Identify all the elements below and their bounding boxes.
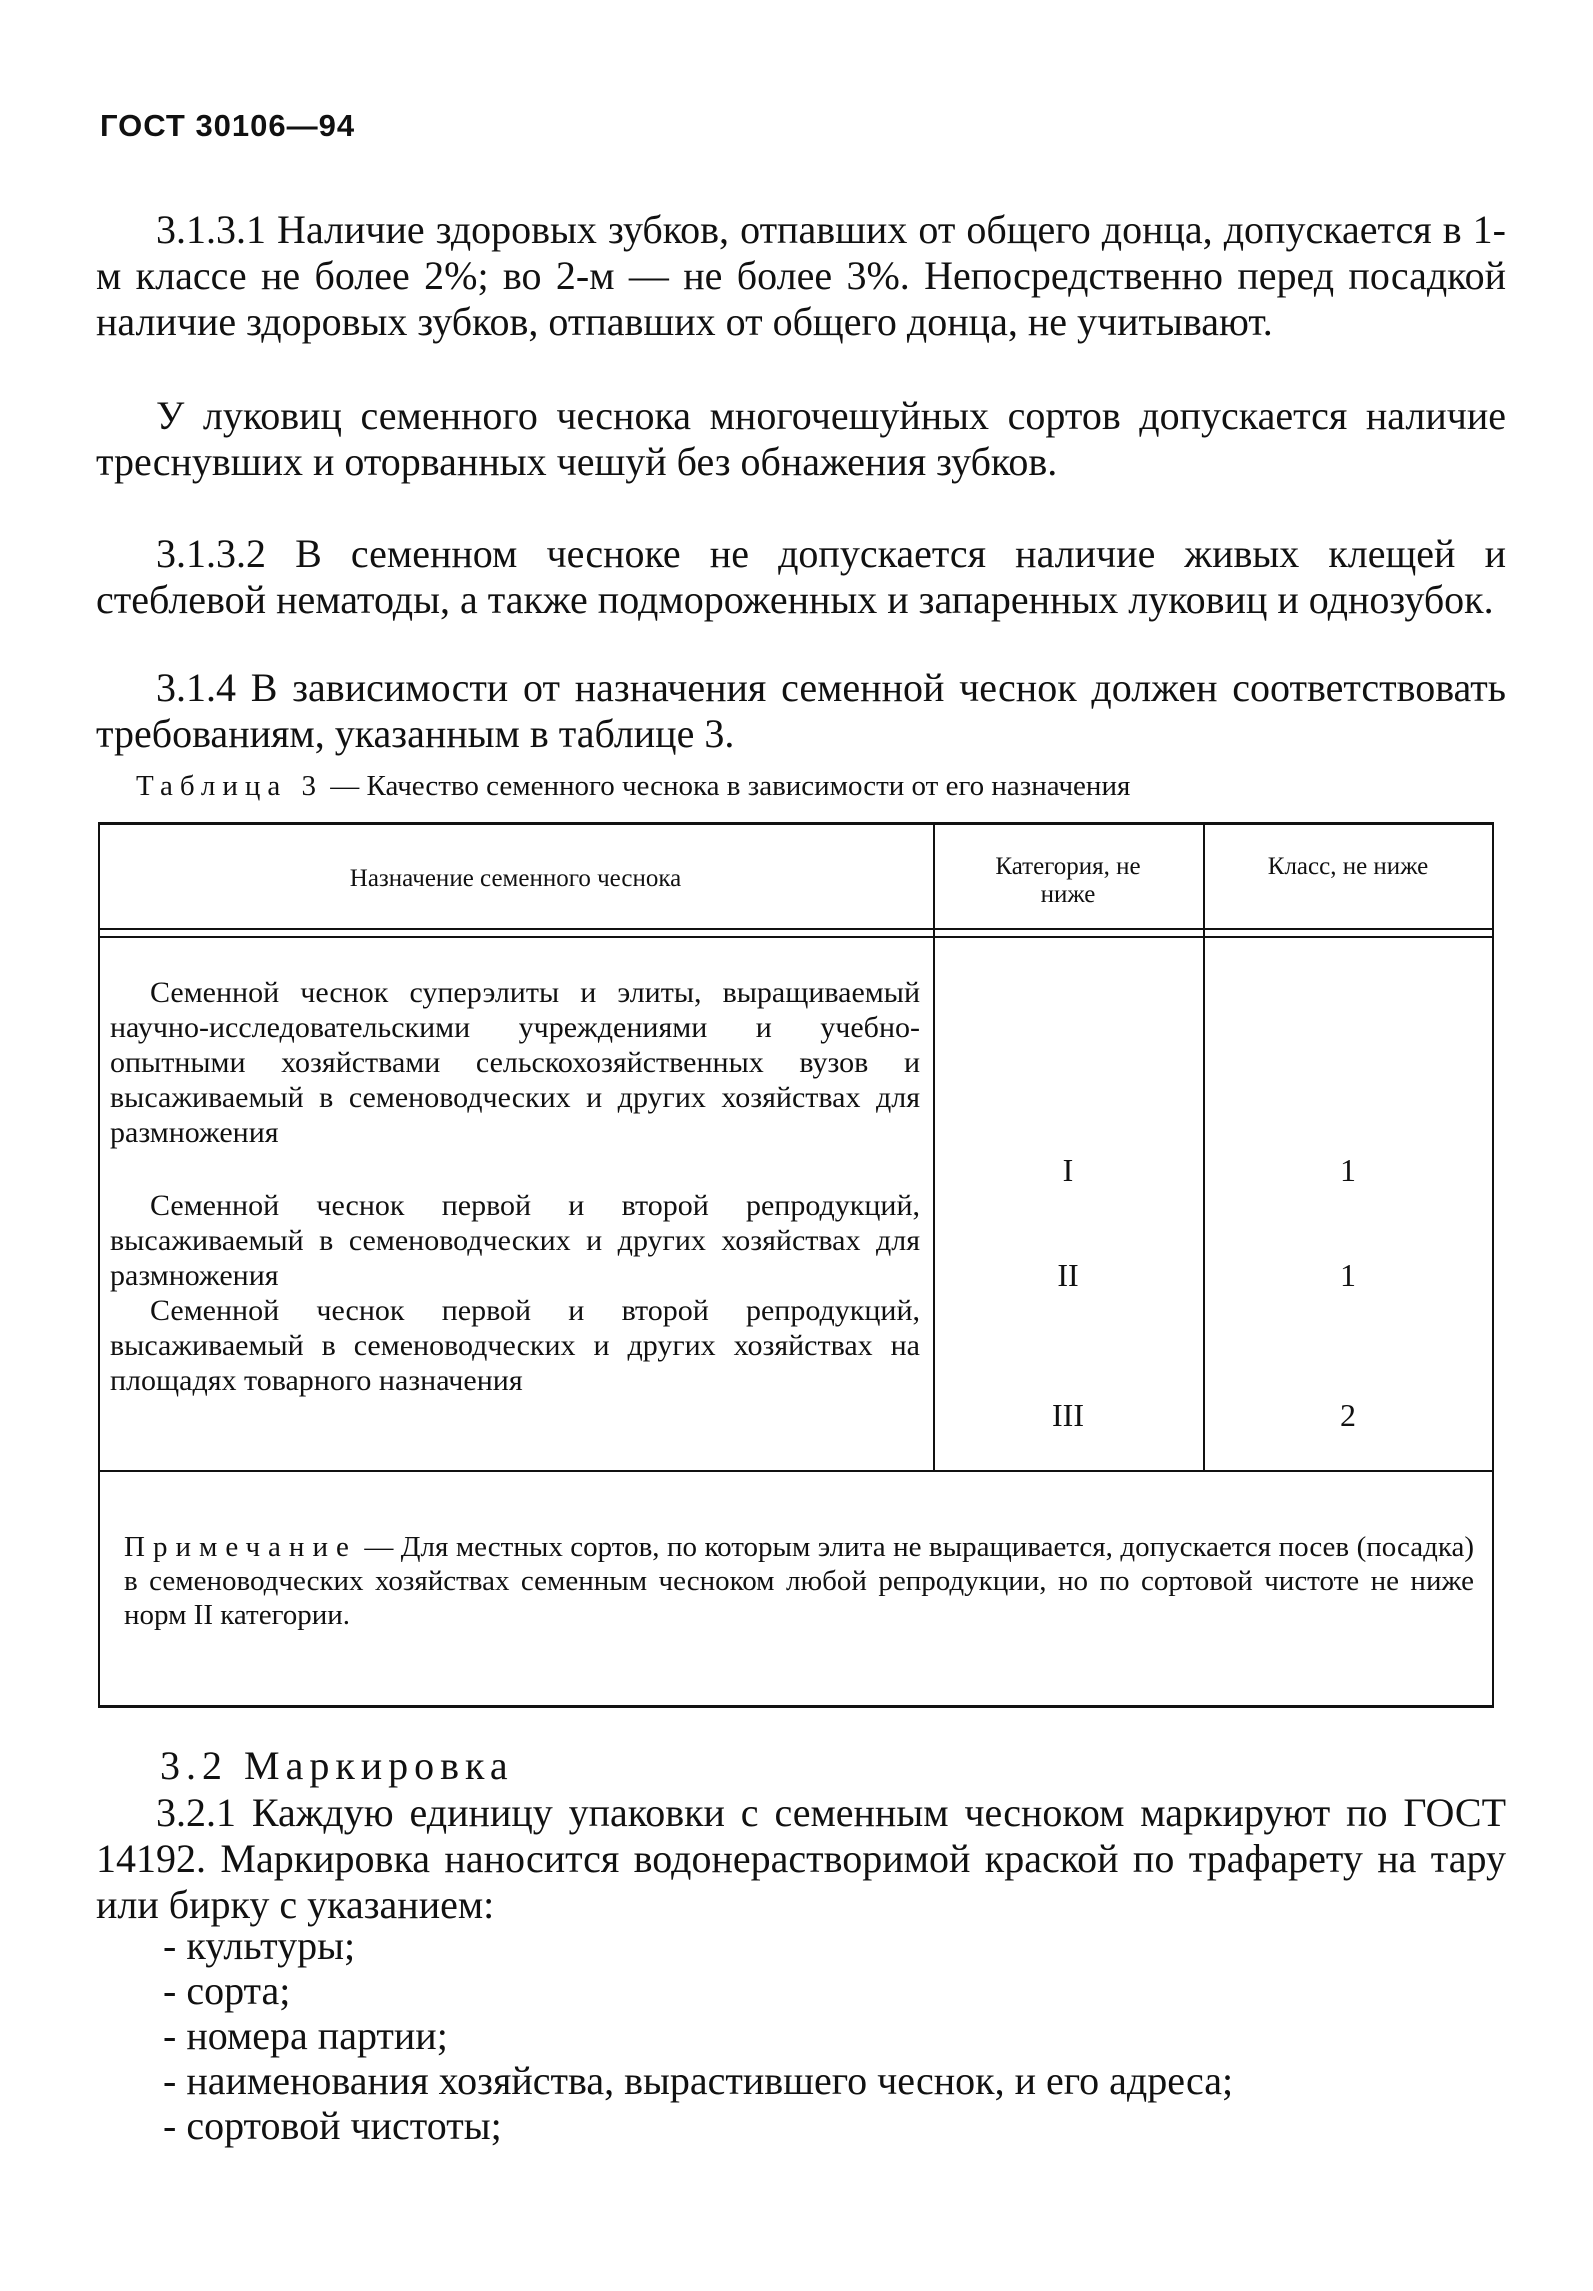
table-row-1-purpose [110, 975, 920, 1150]
paragraph-3-1-3-2 [96, 531, 1506, 623]
table-caption-text: — Качество семенного чеснока в зависимости от его назначения [330, 770, 1131, 802]
row-purpose-text: Семенной чеснок первой и второй репродукций, высаживаемый в семеноводческих и других хозяйствах на площадях товарного назначения [110, 1294, 920, 1397]
table-header-line [98, 936, 1494, 938]
paragraph-text: 3.1.4 В зависимости от назначения семенной чеснок должен соответствовать требованиям, указанным в таблице 3. [96, 665, 1506, 756]
table-caption [136, 770, 1506, 803]
note-text: — Для местных сортов, по которым элита не выращивается, допускается посев (посадка) в семеноводческих хозяйствах семенным чесноком любой репродукции, но по сортовой чистоте не ниже норм II категории. [124, 1531, 1474, 1631]
note-label: Примечание [124, 1531, 357, 1563]
table-header-line [98, 928, 1494, 930]
table-row-2-class: 1 [1340, 1257, 1356, 1293]
quality-table [98, 822, 1494, 1708]
table-border-left [98, 825, 100, 1705]
table-row-2-category: II [1057, 1257, 1079, 1293]
list-item: - наименования хозяйства, вырастившего чеснок, и его адреса; [163, 2058, 1234, 2103]
paragraph-3-1-4 [96, 665, 1506, 757]
paragraph-text: 3.1.3.2 В семенном чесноке не допускается наличие живых клещей и стеблевой нематоды, а также подмороженных и запаренных луковиц и однозубок. [96, 531, 1506, 622]
paragraph-bulbs [96, 393, 1506, 485]
paragraph-text: 3.2.1 Каждую единицу упаковки с семенным чесноком маркируют по ГОСТ 14192. Маркировка наносится водонерастворимой краской по трафарету на тару или бирку с указанием: [96, 1790, 1506, 1927]
standard-header: ГОСТ 30106—94 [100, 108, 356, 143]
list-item: - номера партии; [163, 2013, 448, 2058]
row-purpose-text: Семенной чеснок суперэлиты и элиты, выращиваемый научно-исследовательскими учреждениями и учебно-опытными хозяйствами сельскохозяйственных вузов и высаживаемый в семеноводческих и других хозяйствах для размножения [110, 976, 920, 1149]
paragraph-3-2-1 [96, 1790, 1506, 1928]
header-purpose: Назначение семенного чеснока [349, 865, 682, 892]
table-body-bottom-line [98, 1470, 1494, 1472]
list-item: - культуры; [163, 1923, 356, 1968]
table-divider [933, 825, 935, 1470]
table-row-1-class: 1 [1340, 1152, 1356, 1188]
table-row-1-category: I [1062, 1152, 1074, 1188]
table-border-right [1492, 825, 1494, 1705]
row-purpose-text: Семенной чеснок первой и второй репродукций, высаживаемый в семеноводческих и других хозяйствах для размножения [110, 1189, 920, 1292]
table-row-2-purpose [110, 1188, 920, 1293]
paragraph-text: 3.1.3.1 Наличие здоровых зубков, отпавших от общего донца, допускается в 1-м классе не более 2%; во 2-м — не более 3%. Непосредственно перед посадкой наличие здоровых зубков, отпавших от общего донца, не учитывают. [96, 207, 1506, 344]
table-caption-label: Таблица 3 [136, 770, 324, 802]
marking-list [163, 1923, 1233, 2148]
table-row-3-category: III [1052, 1397, 1084, 1433]
table-row-3-purpose [110, 1293, 920, 1398]
section-title: 3.2 Маркировка [160, 1743, 514, 1788]
header-class: Класс, не ниже [1267, 853, 1429, 880]
table-note [124, 1530, 1474, 1632]
list-item: - сорта; [163, 1968, 291, 2013]
list-item: - сортовой чистоты; [163, 2103, 502, 2148]
paragraph-text: У луковиц семенного чеснока многочешуйных сортов допускается наличие треснувших и оторванных чешуй без обнажения зубков. [96, 393, 1506, 484]
paragraph-3-1-3-1 [96, 207, 1506, 345]
table-divider [1203, 825, 1205, 1470]
header-category: Категория, не ниже [995, 853, 1141, 908]
table-row-3-class: 2 [1340, 1397, 1356, 1433]
